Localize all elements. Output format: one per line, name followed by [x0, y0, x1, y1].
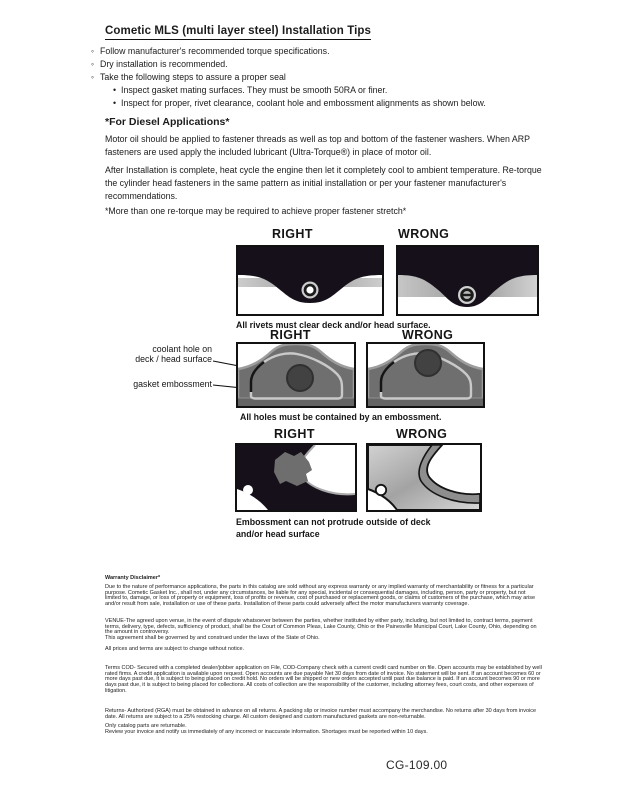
- tip-text: Inspect for proper, rivet clearance, coolant hole and embossment alignments as shown below.: [121, 98, 486, 108]
- tips-list: [91, 45, 486, 110]
- page-number: CG-109.00: [386, 758, 448, 772]
- returns-paragraph: Returns- Authorized (RGA) must be obtained in advance on all returns. A packing slip or invoice number must accompany the merchandise. No returns after 30 days from invoice date. All returns are subject to a 25% restocking charge. All custom designed and custom manufactured gaskets are non-returnable.: [105, 708, 537, 720]
- right-header: RIGHT: [272, 227, 313, 241]
- prices-note: All prices and terms are subject to change without notice.: [105, 646, 245, 652]
- gasket-embossment-label: gasket embossment: [133, 379, 212, 389]
- diagram-protrusion-right: [235, 443, 357, 512]
- list-item: [113, 84, 486, 97]
- circle-bullet-icon: ◦: [91, 46, 95, 56]
- catalog-returns-note: Only catalog parts are returnable. Review your invoice and notify us immediately of any incorrect or inaccurate information. Shortages must be reported within 10 days.: [105, 723, 428, 735]
- wrong-header: WRONG: [396, 427, 448, 441]
- venue-paragraph: VENUE-The agreed upon venue, in the event of dispute whatsoever between the parties, whether instituted by either party, including, but not limited to, contract terms, payment terms, delivery, type, defects, sufficiency of product, shall be the Court of Common Pleas, Lake County, Ohio or the Painesville Municipal Court, Lake County, Ohio, depending on the amount in controversy. This agreement shall be governed by and construed under the laws of the State of Ohio.: [105, 618, 537, 642]
- diesel-section-heading: *For Diesel Applications*: [105, 116, 230, 128]
- circle-bullet-icon: ◦: [91, 59, 95, 69]
- dot-bullet-icon: •: [113, 85, 117, 95]
- tip-text: Inspect gasket mating surfaces. They must be smooth 50RA or finer.: [121, 85, 388, 95]
- right-header: RIGHT: [274, 427, 315, 441]
- list-item: [91, 45, 486, 58]
- diesel-paragraph: After Installation is complete, heat cycle the engine then let it completely cool to ambient temperature. Re-torque the cylinder head fasteners in the same pattern as initial installation or per your fastener manufacturer's recommendations.: [105, 165, 542, 201]
- diagram-rivet-wrong: [396, 245, 539, 316]
- pair3-caption: Embossment can not protrude outside of deck and/or head surface: [236, 517, 431, 539]
- list-item: [91, 71, 486, 84]
- pair2-caption: All holes must be contained by an embossment.: [240, 412, 442, 422]
- wrong-header: WRONG: [402, 328, 454, 342]
- pair1-caption: All rivets must clear deck and/or head surface.: [236, 320, 431, 330]
- diagram-protrusion-wrong: [366, 443, 482, 512]
- diesel-paragraph: Motor oil should be applied to fastener threads as well as top and bottom of the fastener washers. When ARP fasteners are used apply the included lubricant (Ultra-Torque®) in place of motor oil.: [105, 134, 530, 157]
- diagram-embossment-wrong: [366, 342, 485, 408]
- list-item: [113, 97, 486, 110]
- dot-bullet-icon: •: [113, 98, 117, 108]
- list-item: [91, 58, 486, 71]
- tip-text: Follow manufacturer's recommended torque specifications.: [100, 46, 330, 56]
- coolant-hole-label: coolant hole on deck / head surface: [135, 344, 212, 364]
- terms-paragraph: Terms COD- Secured with a completed dealer/jobber application on File, COD-Company check with a current credit card number on file. Open accounts may be established by well rated firms. A credit application is available upon request. Open accounts are due payable Net 30 days from date of invoice. No statement will be sent. If an account becomes 60 or more days past due, it is subject to being placed on credit hold. No orders will be shipped or new orders accepted until past due balance is paid. If an account becomes 90 or more days past due, it is subject to being placed for collections. All costs of collection are the responsibility of the customer, including attorney fees, court costs, and other expenses of litigation.: [105, 665, 542, 694]
- warranty-paragraph: Due to the nature of performance applications, the parts in this catalog are sold without any express warranty or any implied warranty of merchantability or fitness for a particular purpose. Cometic Gasket Inc., shall not, under any circumstances, be liable for any special, incidental or consequential damages, including, person, party or property, but not limited to, damage, or loss of property or equipment, loss of profits or revenue, cost of purchased or replacement goods, or claims of customers of the purchase, which may arise and/or result from sale, installation or use of these parts. Installation of these parts could adversely affect the motor manufacturers warranty coverage.: [105, 584, 536, 608]
- right-header: RIGHT: [270, 328, 311, 342]
- warranty-disclaimer-heading: Warranty Disclaimer*: [105, 575, 161, 581]
- diesel-paragraph: *More than one re-torque may be required to achieve proper fastener stretch*: [105, 206, 407, 216]
- circle-bullet-icon: ◦: [91, 72, 95, 82]
- diagram-rivet-right: [236, 245, 384, 316]
- page-title: Cometic MLS (multi layer steel) Installation Tips: [105, 25, 371, 40]
- wrong-header: WRONG: [398, 227, 450, 241]
- tip-text: Take the following steps to assure a proper seal: [100, 72, 286, 82]
- diagram-embossment-right: [236, 342, 356, 408]
- tip-text: Dry installation is recommended.: [100, 59, 228, 69]
